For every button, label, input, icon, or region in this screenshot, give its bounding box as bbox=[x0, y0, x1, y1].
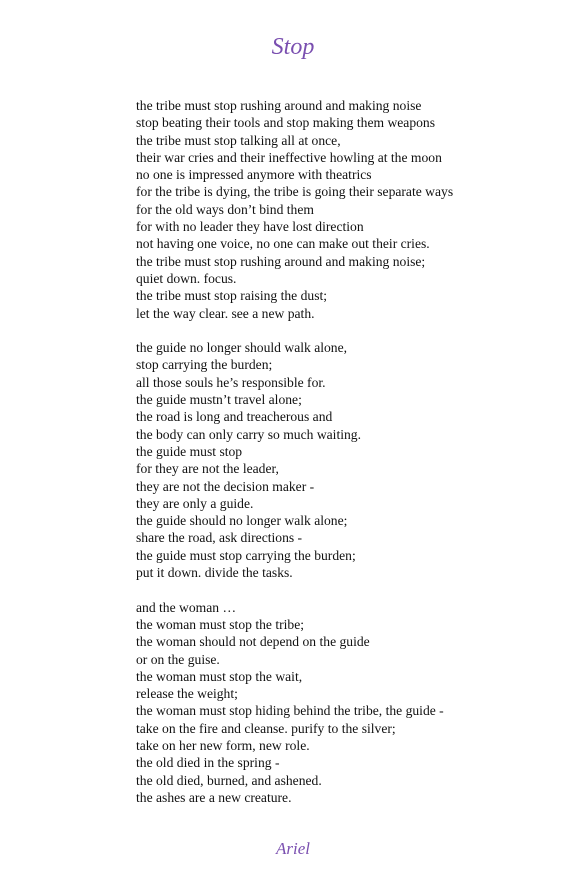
poem-line: for they are not the leader, bbox=[136, 461, 279, 477]
poem-line: stop beating their tools and stop making them weapons bbox=[136, 115, 436, 131]
poem-line: the guide must stop bbox=[136, 443, 243, 459]
poem-stanza bbox=[136, 97, 576, 322]
poem-line: for with no leader they have lost direction bbox=[136, 219, 364, 235]
poem-line: the ashes are a new creature. bbox=[136, 789, 292, 805]
poem-line: the old died in the spring - bbox=[136, 755, 280, 771]
poem-line: for the old ways don’t bind them bbox=[136, 201, 314, 217]
poem-line: take on her new form, new role. bbox=[136, 737, 310, 753]
poem-line: no one is impressed anymore with theatrics bbox=[136, 167, 372, 183]
poem-line: for the tribe is dying, the tribe is going their separate ways bbox=[136, 184, 454, 200]
poem-line: the road is long and treacherous and bbox=[136, 409, 333, 425]
poem-line: they are not the decision maker - bbox=[136, 478, 315, 494]
poem-line: share the road, ask directions - bbox=[136, 530, 303, 546]
poem-line: the old died, burned, and ashened. bbox=[136, 772, 322, 788]
poem-line: release the weight; bbox=[136, 686, 238, 702]
poem-line: the tribe must stop talking all at once, bbox=[136, 132, 341, 148]
poem-line: take on the fire and cleanse. purify to the silver; bbox=[136, 720, 396, 736]
poem-line: not having one voice, no one can make out their cries. bbox=[136, 236, 430, 252]
poem-line: the woman must stop the wait, bbox=[136, 668, 303, 684]
poem-line: and the woman … bbox=[136, 599, 237, 615]
poem-body bbox=[136, 97, 576, 823]
poem-line: the tribe must stop rushing around and making noise; bbox=[136, 253, 426, 269]
poem-line: the woman must stop hiding behind the tribe, the guide - bbox=[136, 703, 444, 719]
poem-line: the tribe must stop raising the dust; bbox=[136, 288, 328, 304]
poem-line: let the way clear. see a new path. bbox=[136, 305, 315, 321]
poem-line: the tribe must stop rushing around and making noise bbox=[136, 98, 422, 113]
poem-line: the guide no longer should walk alone, bbox=[136, 340, 348, 356]
poem-stanza bbox=[136, 599, 576, 807]
poem-line: the guide should no longer walk alone; bbox=[136, 513, 348, 529]
poem-line: put it down. divide the tasks. bbox=[136, 565, 293, 581]
poem-stanza bbox=[136, 339, 576, 581]
poem-line: they are only a guide. bbox=[136, 495, 254, 511]
poem-line: stop carrying the burden; bbox=[136, 357, 273, 373]
poem-author: Ariel bbox=[276, 839, 310, 858]
poem-title: Stop bbox=[271, 34, 315, 60]
poem-line: the woman should not depend on the guide bbox=[136, 634, 370, 650]
poem-line: the guide mustn’t travel alone; bbox=[136, 392, 302, 408]
poem-line: quiet down. focus. bbox=[136, 270, 237, 286]
poem-line: the guide must stop carrying the burden; bbox=[136, 547, 356, 563]
poem-line: the body can only carry so much waiting. bbox=[136, 426, 361, 442]
poem-line: their war cries and their ineffective howling at the moon bbox=[136, 149, 442, 165]
poem-line: or on the guise. bbox=[136, 651, 220, 667]
poem-line: all those souls he’s responsible for. bbox=[136, 374, 326, 390]
poem-line: the woman must stop the tribe; bbox=[136, 616, 305, 632]
